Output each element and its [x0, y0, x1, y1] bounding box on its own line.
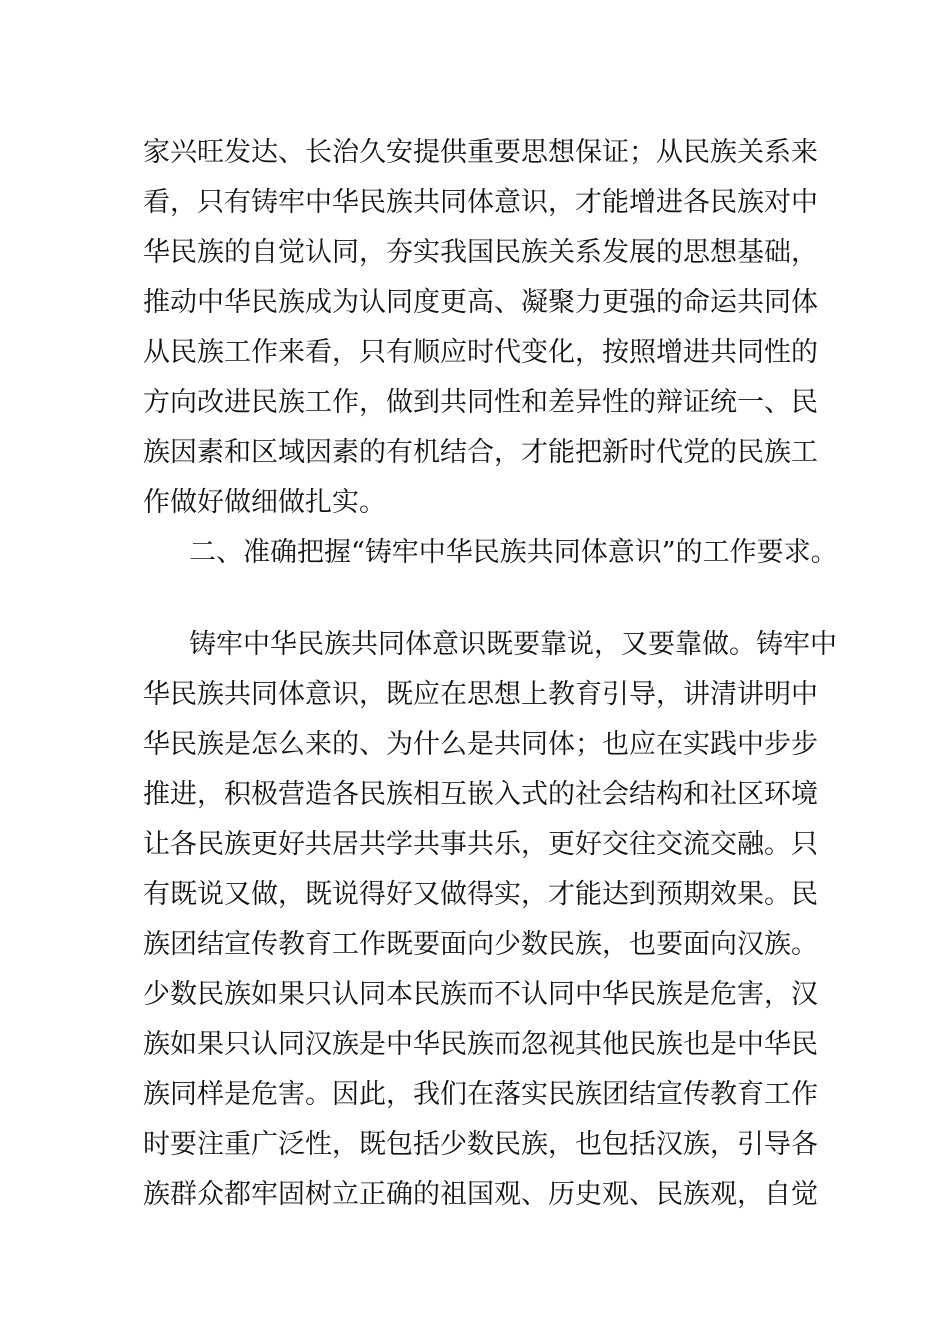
paragraph-line: 铸牢中华民族共同体意识既要靠说，又要靠做。铸牢中 — [189, 629, 837, 660]
paragraph-line: 华民族是怎么来的、为什么是共同体；也应在实践中步步 — [143, 729, 818, 760]
paragraph-line: 华民族的自觉认同，夯实我国民族关系发展的思想基础， — [143, 237, 818, 268]
paragraph-line: 作做好做细做扎实。 — [143, 487, 386, 518]
paragraph-line: 华民族共同体意识，既应在思想上教育引导，讲清讲明中 — [143, 679, 818, 710]
paragraph-line: 看，只有铸牢中华民族共同体意识，才能增进各民族对中 — [143, 187, 818, 218]
paragraph-line: 推进，积极营造各民族相互嵌入式的社会结构和社区环境 — [143, 779, 818, 810]
paragraph-line: 家兴旺发达、长治久安提供重要思想保证；从民族关系来 — [143, 137, 818, 168]
paragraph-line: 族团结宣传教育工作既要面向少数民族，也要面向汉族。 — [143, 929, 818, 960]
paragraph-line: 少数民族如果只认同本民族而不认同中华民族是危害，汉 — [143, 979, 818, 1010]
paragraph-line: 族同样是危害。因此，我们在落实民族团结宣传教育工作 — [143, 1079, 818, 1110]
section-heading: 二、准确把握“铸牢中华民族共同体意识”的工作要求。 — [189, 537, 838, 568]
paragraph-line: 族因素和区域因素的有机结合，才能把新时代党的民族工 — [143, 437, 818, 468]
paragraph-continuation — [143, 128, 833, 528]
paragraph-line: 时要注重广泛性，既包括少数民族，也包括汉族，引导各 — [143, 1129, 818, 1160]
paragraph-line: 有既说又做，既说得好又做得实，才能达到预期效果。民 — [143, 879, 818, 910]
paragraph-line: 族群众都牢固树立正确的祖国观、历史观、民族观，自觉 — [143, 1179, 818, 1210]
paragraph-line: 方向改进民族工作，做到共同性和差异性的辩证统一、民 — [143, 387, 818, 418]
paragraph-line: 族如果只认同汉族是中华民族而忽视其他民族也是中华民 — [143, 1029, 818, 1060]
section-heading-block — [143, 528, 838, 578]
paragraph-body — [143, 620, 837, 1220]
paragraph-line: 让各民族更好共居共学共事共乐，更好交往交流交融。只 — [143, 829, 818, 860]
paragraph-line: 从民族工作来看，只有顺应时代变化，按照增进共同性的 — [143, 337, 818, 368]
paragraph-line: 推动中华民族成为认同度更高、凝聚力更强的命运共同体 — [143, 287, 818, 318]
